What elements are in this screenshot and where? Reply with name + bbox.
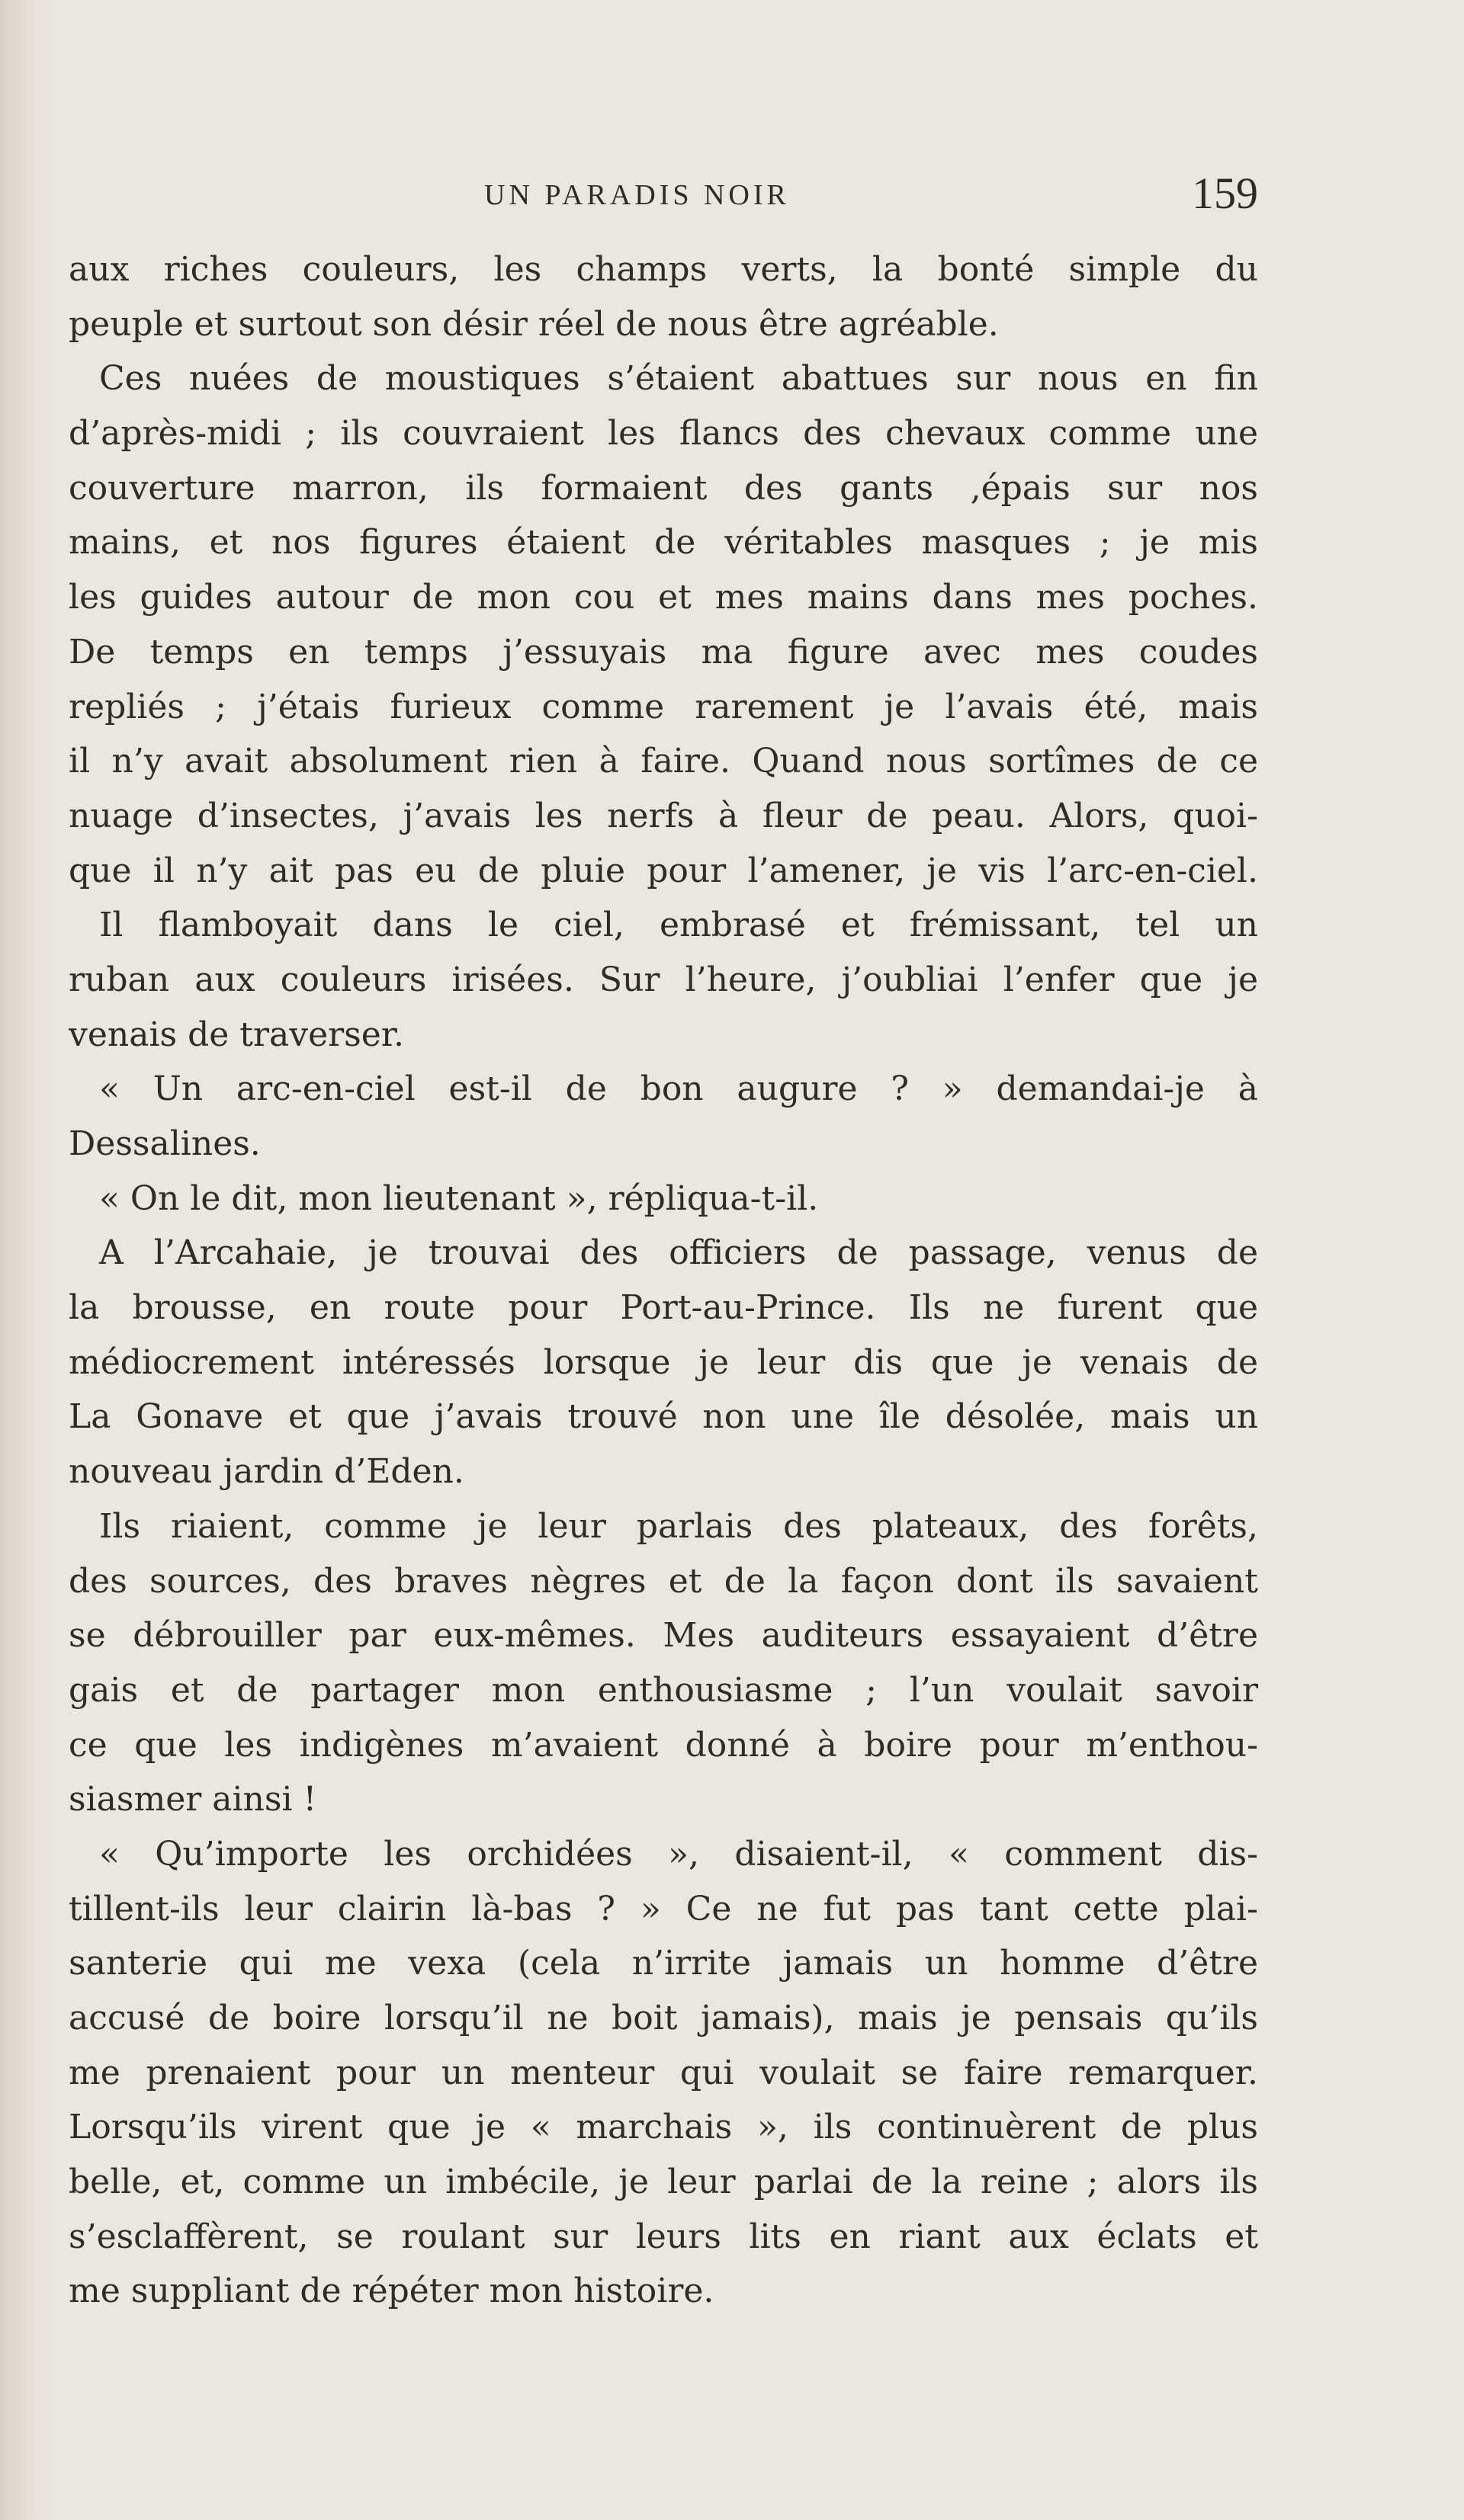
text-line: repliés ; j’étais furieux comme rarement je l’avais été, mais: [69, 687, 1258, 726]
text-line: des sources, des braves nègres et de la façon dont ils savaient: [69, 1561, 1258, 1601]
text-line: les guides autour de mon cou et mes mains dans mes poches.: [69, 578, 1258, 617]
text-line: la brousse, en route pour Port-au-Prince. Ils ne furent que: [69, 1288, 1258, 1328]
text-line: il n’y avait absolument rien à faire. Quand nous sortîmes de ce: [69, 742, 1258, 781]
binding-gutter-shadow: [0, 0, 53, 2520]
page-number: 159: [1192, 168, 1258, 218]
text-line: « Qu’importe les orchidées », disaient-il, « comment dis-: [99, 1834, 1258, 1874]
text-line: d’après-midi ; ils couvraient les flancs des chevaux comme une: [69, 414, 1258, 454]
text-line: gais et de partager mon enthousiasme ; l’un voulait savoir: [69, 1670, 1258, 1710]
text-line: couverture marron, ils formaient des gants ,épais sur nos: [69, 468, 1258, 508]
text-line: aux riches couleurs, les champs verts, la bonté simple du: [69, 250, 1258, 289]
text-line: ruban aux couleurs irisées. Sur l’heure, j’oubliai l’enfer que je: [69, 960, 1258, 999]
text-line: « Un arc-en-ciel est-il de bon augure ? » demandai-je à: [99, 1069, 1258, 1109]
text-line: Ils riaient, comme je leur parlais des plateaux, des forêts,: [99, 1506, 1258, 1546]
text-line: tillent-ils leur clairin là-bas ? » Ce ne fut pas tant cette plai-: [69, 1889, 1258, 1928]
text-line: santerie qui me vexa (cela n’irrite jamais un homme d’être: [69, 1944, 1258, 1983]
text-line: s’esclaffèrent, se roulant sur leurs lits en riant aux éclats et: [69, 2217, 1258, 2256]
text-line: De temps en temps j’essuyais ma figure avec mes coudes: [69, 632, 1258, 672]
text-line: peuple et surtout son désir réel de nous être agréable.: [69, 304, 999, 344]
text-line: A l’Arcahaie, je trouvai des officiers de passage, venus de: [99, 1233, 1258, 1273]
text-line: médiocrement intéressés lorsque je leur dis que je venais de: [69, 1342, 1258, 1382]
text-line: Ces nuées de moustiques s’étaient abattues sur nous en fin: [99, 359, 1258, 399]
running-head: UN PARADIS NOIR: [484, 179, 790, 211]
text-line: se débrouiller par eux-mêmes. Mes auditeurs essayaient d’être: [69, 1616, 1258, 1656]
text-line: venais de traverser.: [69, 1015, 404, 1054]
text-line: me prenaient pour un menteur qui voulait se faire remarquer.: [69, 2053, 1258, 2092]
text-line: mains, et nos figures étaient de véritables masques ; je mis: [69, 523, 1258, 563]
text-line: que il n’y ait pas eu de pluie pour l’amener, je vis l’arc-en-ciel.: [69, 851, 1258, 890]
text-line: belle, et, comme un imbécile, je leur parlai de la reine ; alors ils: [69, 2163, 1258, 2202]
body-text: [69, 242, 1258, 2319]
text-line: me suppliant de répéter mon histoire.: [69, 2272, 714, 2311]
page-header: [69, 168, 1258, 227]
text-line: siasmer ainsi !: [69, 1780, 317, 1819]
text-line: ce que les indigènes m’avaient donné à boire pour m’enthou-: [69, 1725, 1258, 1765]
text-line: nuage d’insectes, j’avais les nerfs à fleur de peau. Alors, quoi-: [69, 796, 1258, 835]
text-line: nouveau jardin d’Eden.: [69, 1452, 464, 1492]
text-line: « On le dit, mon lieutenant », répliqua-t-il.: [99, 1178, 819, 1218]
text-line: Dessalines.: [69, 1124, 261, 1163]
text-line: Lorsqu’ils virent que je « marchais », ils continuèrent de plus: [69, 2108, 1258, 2147]
text-line: Il flamboyait dans le ciel, embrasé et frémissant, tel un: [99, 906, 1258, 945]
text-line: accusé de boire lorsqu’il ne boit jamais), mais je pensais qu’ils: [69, 1999, 1258, 2037]
text-line: La Gonave et que j’avais trouvé non une île désolée, mais un: [69, 1397, 1258, 1437]
